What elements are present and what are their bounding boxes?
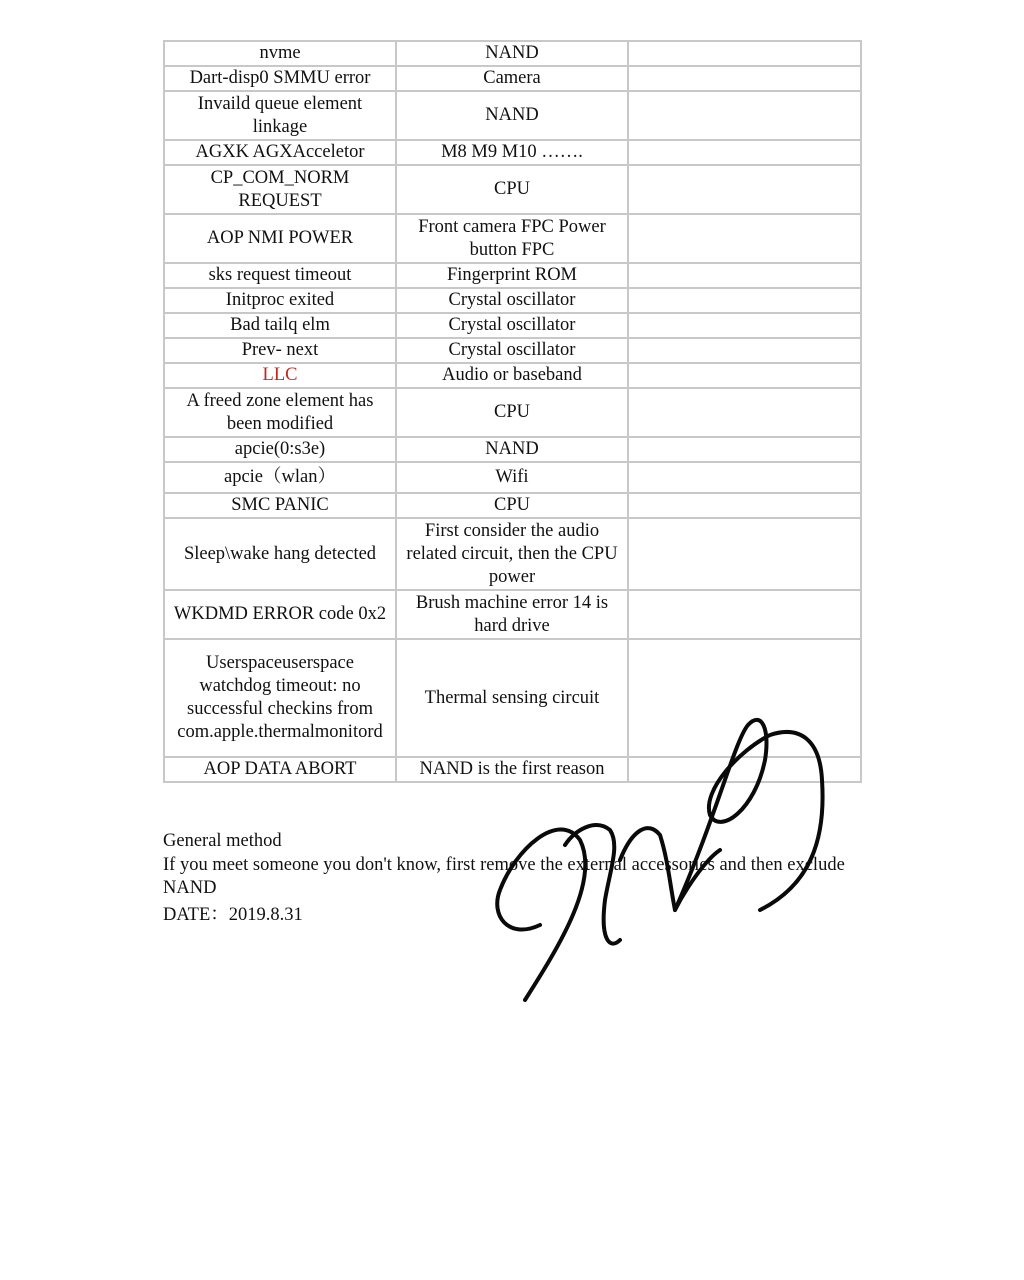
cause-cell: Front camera FPC Power button FPC [396, 214, 628, 263]
cause-cell: M8 M9 M10 ……. [396, 140, 628, 165]
cause-cell: Fingerprint ROM [396, 263, 628, 288]
error-cell: Sleep\wake hang detected [164, 518, 396, 590]
note-cell [628, 66, 861, 91]
table-row [164, 493, 861, 518]
error-cell: WKDMD ERROR code 0x2 [164, 590, 396, 639]
error-cell: AOP DATA ABORT [164, 757, 396, 782]
table-row [164, 214, 861, 263]
note-cell [628, 214, 861, 263]
note-cell [628, 590, 861, 639]
cause-cell: Camera [396, 66, 628, 91]
signature-stroke [497, 830, 585, 1000]
table-row [164, 462, 861, 493]
note-cell [628, 518, 861, 590]
date-line: DATE：2019.8.31 [163, 904, 303, 925]
error-cell: Initproc exited [164, 288, 396, 313]
error-cell: Dart-disp0 SMMU error [164, 66, 396, 91]
cause-cell: Crystal oscillator [396, 288, 628, 313]
table-row [164, 66, 861, 91]
note-cell [628, 41, 861, 66]
error-cell: nvme [164, 41, 396, 66]
table-row [164, 437, 861, 462]
cause-cell: NAND [396, 91, 628, 140]
table-row [164, 140, 861, 165]
signature-stroke [565, 825, 620, 944]
cause-cell: CPU [396, 388, 628, 437]
table-row [164, 590, 861, 639]
table-row [164, 263, 861, 288]
table-row [164, 388, 861, 437]
cause-cell: First consider the audio related circuit, then the CPU power [396, 518, 628, 590]
table-row [164, 288, 861, 313]
error-cell: Prev- next [164, 338, 396, 363]
error-cell-highlighted: LLC [164, 363, 396, 388]
error-cell: SMC PANIC [164, 493, 396, 518]
table-row [164, 338, 861, 363]
signature-stroke [675, 720, 823, 910]
note-cell [628, 437, 861, 462]
error-cell: Bad tailq elm [164, 313, 396, 338]
cause-cell: Crystal oscillator [396, 313, 628, 338]
cause-cell: Thermal sensing circuit [396, 639, 628, 757]
error-cell: AOP NMI POWER [164, 214, 396, 263]
error-cell: Userspaceuserspace watchdog timeout: no successful checkins from com.apple.thermalmonitord [164, 639, 396, 757]
cause-cell: NAND [396, 41, 628, 66]
note-cell [628, 165, 861, 214]
note-cell [628, 388, 861, 437]
cause-cell: CPU [396, 493, 628, 518]
cause-cell: Crystal oscillator [396, 338, 628, 363]
cause-cell: Brush machine error 14 is hard drive [396, 590, 628, 639]
notes-body: If you meet someone you don't know, first remove the external accessories and then exclude NAND [163, 854, 845, 898]
error-cell: AGXK AGXAcceletor [164, 140, 396, 165]
handwritten-signature [470, 700, 850, 1020]
note-cell [628, 140, 861, 165]
error-cell: apcie(0:s3e) [164, 437, 396, 462]
note-cell [628, 263, 861, 288]
cause-cell: Wifi [396, 462, 628, 493]
note-cell [628, 493, 861, 518]
cause-cell: NAND [396, 437, 628, 462]
error-cell: Invaild queue element linkage [164, 91, 396, 140]
table-row [164, 165, 861, 214]
cause-cell: NAND is the first reason [396, 757, 628, 782]
error-cell: apcie（wlan） [164, 462, 396, 493]
note-cell [628, 313, 861, 338]
error-cell: CP_COM_NORM REQUEST [164, 165, 396, 214]
note-cell [628, 338, 861, 363]
note-cell [628, 91, 861, 140]
notes-heading: General method [163, 831, 282, 851]
note-cell [628, 363, 861, 388]
table-body [164, 41, 861, 782]
cause-cell: CPU [396, 165, 628, 214]
note-cell [628, 288, 861, 313]
table-row [164, 518, 861, 590]
table-row [164, 41, 861, 66]
note-cell [628, 462, 861, 493]
table-row [164, 313, 861, 338]
fault-diagnosis-table [163, 40, 862, 783]
table-row [164, 91, 861, 140]
cause-cell: Audio or baseband [396, 363, 628, 388]
signature-strokes [497, 720, 822, 1000]
error-cell: sks request timeout [164, 263, 396, 288]
table-row [164, 363, 861, 388]
error-cell: A freed zone element has been modified [164, 388, 396, 437]
